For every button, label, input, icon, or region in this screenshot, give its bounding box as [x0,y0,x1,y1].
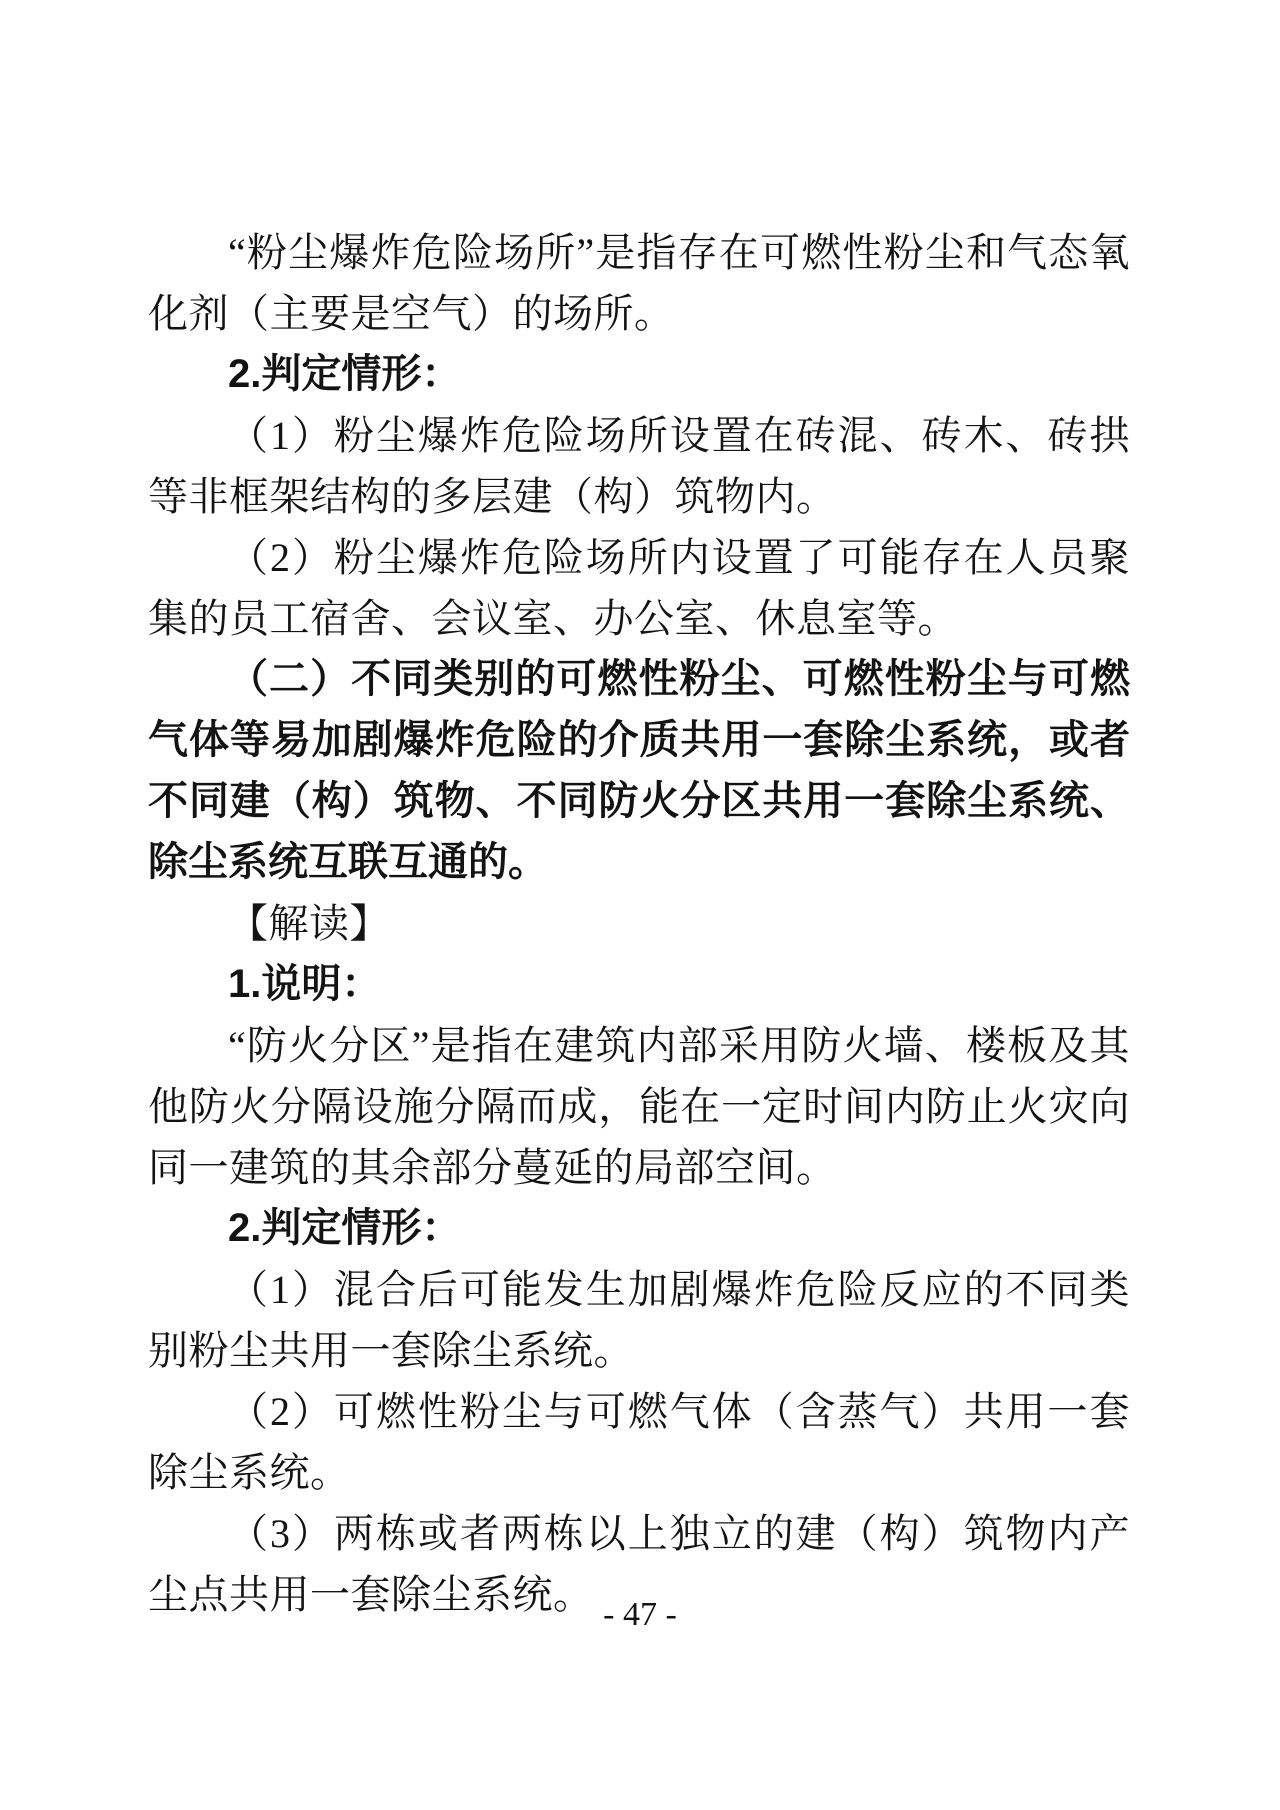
heading-determination-cases-1: 2.判定情形： [228,352,462,396]
heading-determination-cases-2: 2.判定情形： [228,1206,462,1250]
document-body [148,222,1130,1625]
paragraph-fire-compartment-definition: “防火分区”是指在建筑内部采用防火墙、楼板及其他防火分隔设施分隔而成，能在一定时间内防止火灾向同一建筑的其余部分蔓延的局部空间。 [148,1023,1130,1190]
paragraph-case-2-1: （1）混合后可能发生加剧爆炸危险反应的不同类别粉尘共用一套除尘系统。 [148,1267,1130,1373]
page-number: - 47 - [603,1596,677,1633]
paragraph-case-2-2: （2）可燃性粉尘与可燃气体（含蒸气）共用一套除尘系统。 [148,1389,1130,1495]
paragraph-case-1-1: （1）粉尘爆炸危险场所设置在砖混、砖木、砖拱等非框架结构的多层建（构）筑物内。 [148,413,1130,519]
paragraph-case-2-3: （3）两栋或者两栋以上独立的建（构）筑物内产尘点共用一套除尘系统。 [148,1511,1130,1617]
paragraph-case-1-2: （2）粉尘爆炸危险场所内设置了可能存在人员聚集的员工宿舍、会议室、办公室、休息室等。 [148,535,1130,641]
paragraph-dust-explosion-definition: “粉尘爆炸危险场所”是指存在可燃性粉尘和气态氧化剂（主要是空气）的场所。 [148,230,1130,336]
heading-explanation: 1.说明： [228,962,382,1006]
paragraph-interpretation-label: 【解读】 [228,901,390,946]
heading-section-two: （二）不同类别的可燃性粉尘、可燃性粉尘与可燃气体等易加剧爆炸危险的介质共用一套除尘系统，或者不同建（构）筑物、不同防火分区共用一套除尘系统、除尘系统互联互通的。 [148,657,1130,884]
